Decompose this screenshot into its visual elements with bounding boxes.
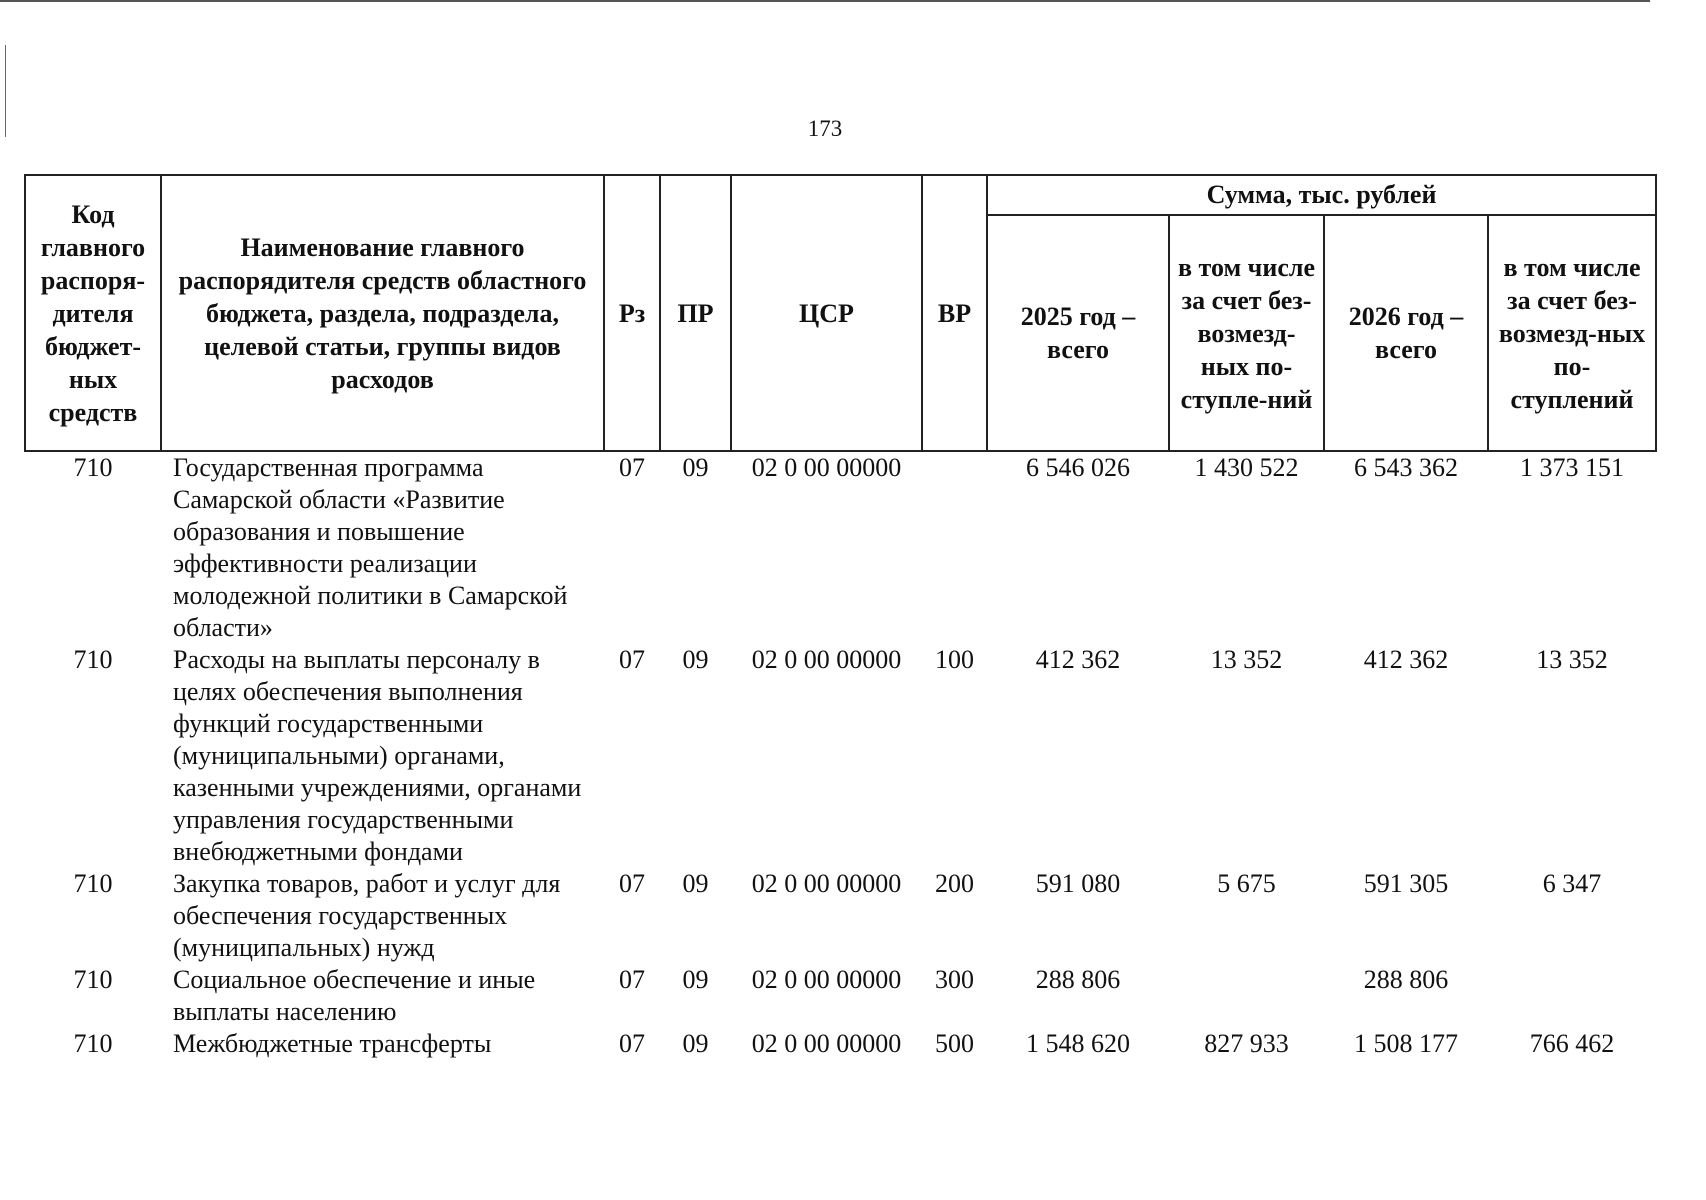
row-2025-grants: 5 675 [1217,869,1276,898]
header-2025-grants: в том числе за счет без-возмезд-ных по-ступле-ний [1169,215,1324,451]
budget-table-container [24,174,1655,1060]
row-pr: 09 [682,1029,709,1058]
row-name: Социальное обеспечение и иные выплаты населению [173,965,536,1026]
row-csr: 02 0 00 00000 [751,1029,902,1058]
row-2025-grants: 827 933 [1204,1029,1289,1058]
row-code: 710 [73,453,113,482]
row-rz: 07 [619,645,645,674]
row-csr: 02 0 00 00000 [751,869,902,898]
table-row [25,964,1656,1028]
row-2026-total: 6 543 362 [1354,453,1458,482]
row-2026-grants [1488,964,1656,1028]
row-2026-total: 591 305 [1363,869,1449,898]
row-2026-total: 1 508 177 [1354,1029,1458,1058]
row-2025-total: 412 362 [1035,645,1121,674]
row-rz: 07 [619,453,645,482]
header-2026-total: 2026 год – всего [1324,215,1488,451]
table-header [25,175,1656,451]
row-2025-total: 288 806 [1035,965,1121,994]
row-name: Закупка товаров, работ и услуг для обеспечения государственных (муниципальных) нужд [173,869,561,962]
top-border-line [0,0,1650,2]
header-csr: ЦСР [731,175,922,451]
row-2025-total: 591 080 [1035,869,1121,898]
table-row [25,644,1656,868]
row-2025-total: 1 548 620 [1026,1029,1130,1058]
row-name: Межбюджетные трансферты [173,1029,492,1058]
header-code: Код главного распоря-дителя бюджет-ных средств [25,175,161,451]
row-2026-total: 412 362 [1363,645,1449,674]
row-2026-total: 288 806 [1363,965,1449,994]
header-name: Наименование главного распорядителя средств областного бюджета, раздела, подраздела, целевой статьи, группы видов расходов [161,175,604,451]
row-pr: 09 [682,453,709,482]
header-pr: ПР [660,175,731,451]
table-row [25,1028,1656,1060]
row-rz: 07 [619,1029,645,1058]
row-pr: 09 [682,645,709,674]
row-2025-grants: 13 352 [1210,645,1283,674]
row-code: 710 [73,965,113,994]
row-vr: 100 [935,645,974,674]
row-2026-grants: 13 352 [1536,645,1608,674]
row-2025-grants [1169,964,1324,1028]
row-code: 710 [73,869,113,898]
header-2026-grants: в том числе за счет без-возмезд-ных по-ступлений [1488,215,1656,451]
row-rz: 07 [619,869,645,898]
page-number: 173 [807,116,843,141]
table-row [25,868,1656,964]
budget-table [24,174,1657,1060]
header-sum-group: Сумма, тыс. рублей [987,175,1656,215]
row-2026-grants: 766 462 [1529,1029,1615,1058]
header-2025-total: 2025 год – всего [987,215,1169,451]
row-2025-total: 6 546 026 [1026,453,1130,482]
row-name: Расходы на выплаты персоналу в целях обеспечения выполнения функций государственными (муниципальными) органами, казенными учреждениями, органами управления государственными внебюджетными фондами [173,645,582,866]
row-csr: 02 0 00 00000 [751,965,902,994]
row-pr: 09 [682,965,709,994]
header-rz: Рз [604,175,660,451]
row-rz: 07 [619,965,645,994]
row-code: 710 [73,645,113,674]
row-2026-grants: 6 347 [1542,869,1602,898]
table-body [25,451,1656,1060]
row-vr: 200 [935,869,974,898]
row-code: 710 [73,1029,113,1058]
row-pr: 09 [682,869,709,898]
table-row [25,451,1656,644]
row-2026-grants: 1 373 151 [1520,453,1624,482]
row-csr: 02 0 00 00000 [751,453,902,482]
row-name: Государственная программа Самарской области «Развитие образования и повышение эффективности реализации молодежной политики в Самарской области» [173,453,568,642]
row-2025-grants: 1 430 522 [1194,453,1299,482]
row-vr: 500 [935,1029,974,1058]
row-vr [922,451,987,644]
header-vr: ВР [922,175,987,451]
row-csr: 02 0 00 00000 [751,645,902,674]
row-vr: 300 [935,965,974,994]
